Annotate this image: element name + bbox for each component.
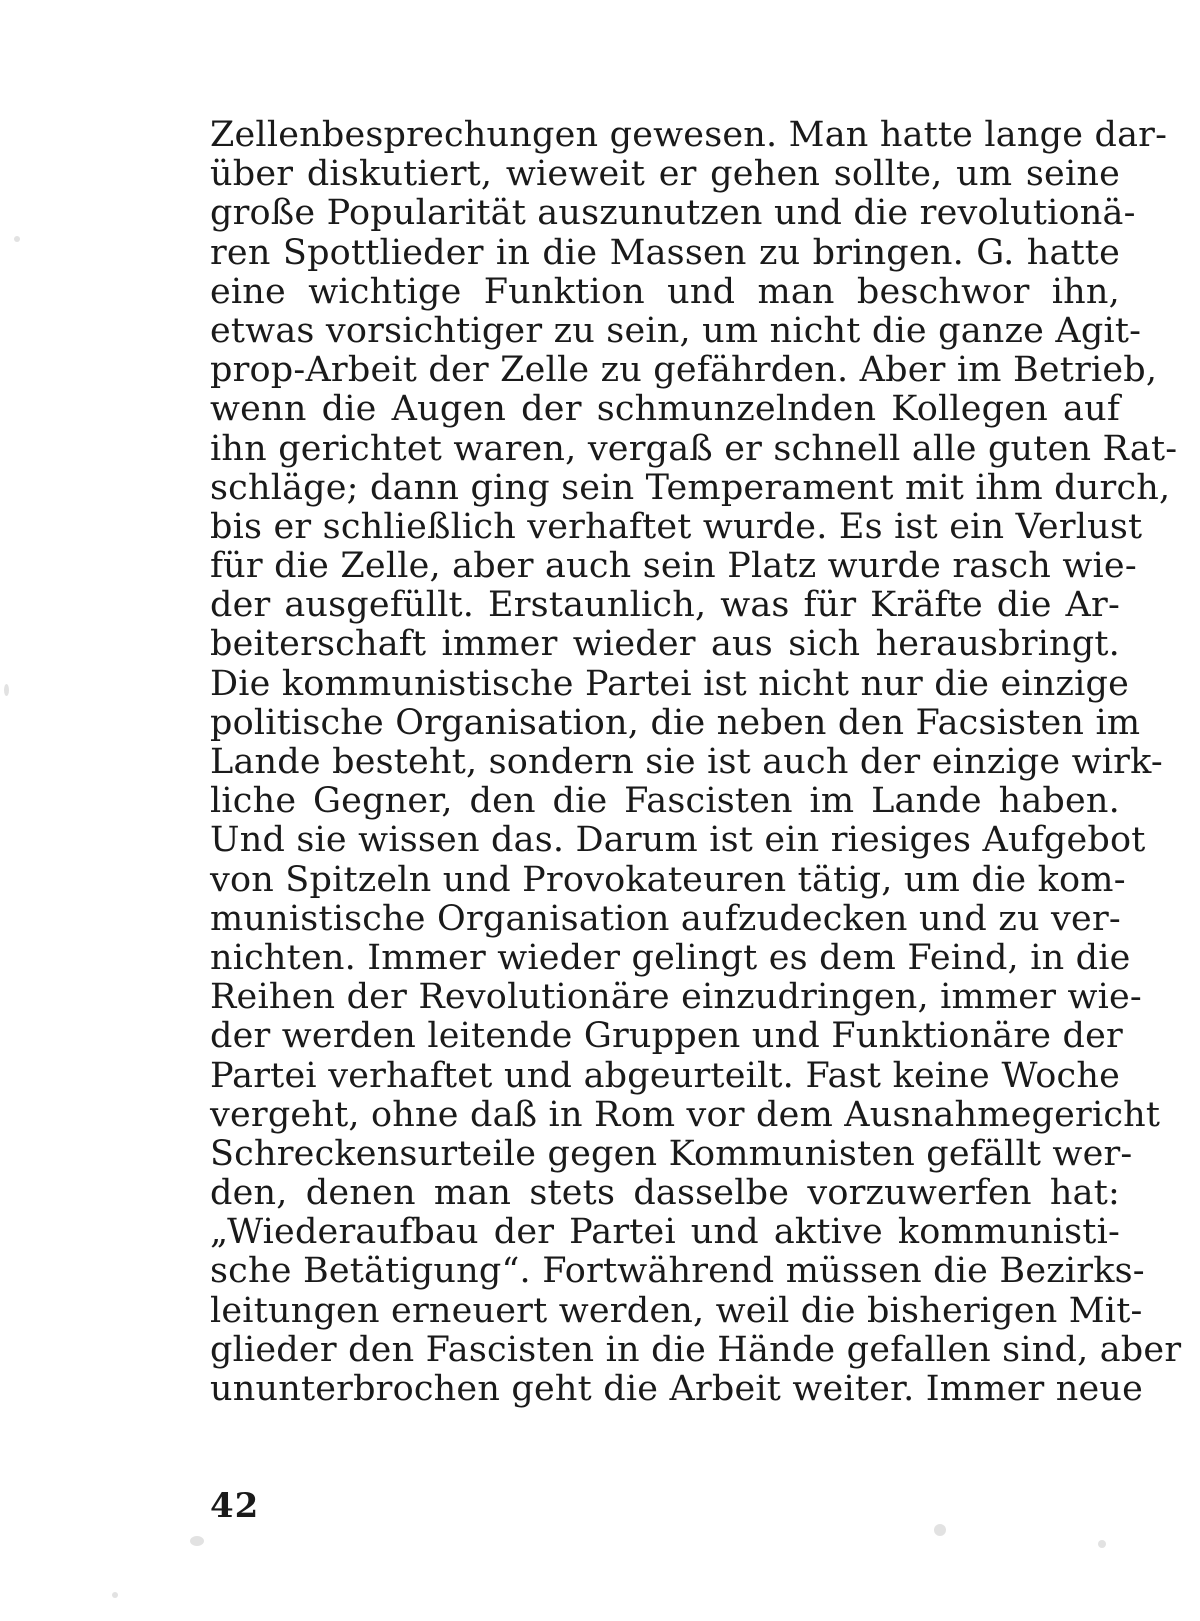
text-line: ununterbrochen geht die Arbeit weiter. Immer neue xyxy=(210,1369,1144,1409)
text-line: Reihen der Revolutionäre einzudringen, immer wie- xyxy=(210,977,1142,1018)
text-line: ren Spottlieder in die Massen zu bringen. G. hatte xyxy=(210,232,1120,273)
text-line: bis er schließlich verhaftet wurde. Es ist ein Verlust xyxy=(210,506,1143,547)
text-line: von Spitzeln und Provokateuren tätig, um die kom- xyxy=(210,859,1126,900)
page-number: 42 xyxy=(210,1486,260,1526)
text-line: beiterschaft immer wieder aus sich herausbringt. xyxy=(210,624,1120,665)
text-line: sche Betätigung“. Fortwährend müssen die Bezirks- xyxy=(210,1251,1145,1292)
text-line: Zellenbesprechungen gewesen. Man hatte lange dar- xyxy=(210,115,1168,155)
text-line: wenn die Augen der schmunzelnden Kollegen auf xyxy=(210,389,1120,430)
text-line: der ausgefüllt. Erstaunlich, was für Kräfte die Ar- xyxy=(210,585,1120,626)
text-line: große Popularität auszunutzen und die revolutionä- xyxy=(210,193,1136,234)
text-line: Und sie wissen das. Darum ist ein riesiges Aufgebot xyxy=(210,820,1146,861)
text-line: ihn gerichtet waren, vergaß er schnell alle guten Rat- xyxy=(210,428,1178,469)
text-line: liche Gegner, den die Fascisten im Lande haben. xyxy=(210,781,1120,822)
text-line: politische Organisation, die neben den Facsisten im xyxy=(210,702,1141,743)
scan-speck xyxy=(934,1524,946,1536)
text-line: für die Zelle, aber auch sein Platz wurde rasch wie- xyxy=(210,546,1137,587)
scan-speck xyxy=(14,236,20,242)
text-line: prop-Arbeit der Zelle zu gefährden. Aber im Betrieb, xyxy=(210,350,1158,391)
text-line: etwas vorsichtiger zu sein, um nicht die ganze Agit- xyxy=(210,310,1142,351)
text-line: glieder den Fascisten in die Hände gefallen sind, aber xyxy=(210,1329,1182,1370)
text-line: vergeht, ohne daß in Rom vor dem Ausnahmegericht xyxy=(210,1094,1161,1135)
text-line: eine wichtige Funktion und man beschwor ihn, xyxy=(210,271,1120,312)
text-line: den, denen man stets dasselbe vorzuwerfen hat: xyxy=(210,1173,1120,1214)
scan-speck xyxy=(1098,1540,1106,1548)
scan-speck xyxy=(112,1592,118,1598)
scan-speck xyxy=(190,1536,204,1546)
text-line: nichten. Immer wieder gelingt es dem Feind, in die xyxy=(210,937,1131,978)
text-line: schläge; dann ging sein Temperament mit ihm durch, xyxy=(210,467,1171,508)
scan-speck xyxy=(4,684,9,696)
text-line: „Wiederaufbau der Partei und aktive kommunisti- xyxy=(210,1212,1120,1253)
text-line: leitungen erneuert werden, weil die bisherigen Mit- xyxy=(210,1290,1143,1331)
text-line: Die kommunistische Partei ist nicht nur die einzige xyxy=(210,663,1130,704)
text-line: Lande besteht, sondern sie ist auch der einzige wirk- xyxy=(210,742,1163,782)
text-line: der werden leitende Gruppen und Funktionäre der xyxy=(210,1016,1123,1057)
body-text xyxy=(210,115,1182,1409)
text-line: über diskutiert, wieweit er gehen sollte, um seine xyxy=(210,154,1120,195)
text-line: munistische Organisation aufzudecken und zu ver- xyxy=(210,898,1121,939)
text-line: Partei verhaftet und abgeurteilt. Fast keine Woche xyxy=(210,1055,1120,1096)
text-line: Schreckensurteile gegen Kommunisten gefällt wer- xyxy=(210,1133,1133,1174)
